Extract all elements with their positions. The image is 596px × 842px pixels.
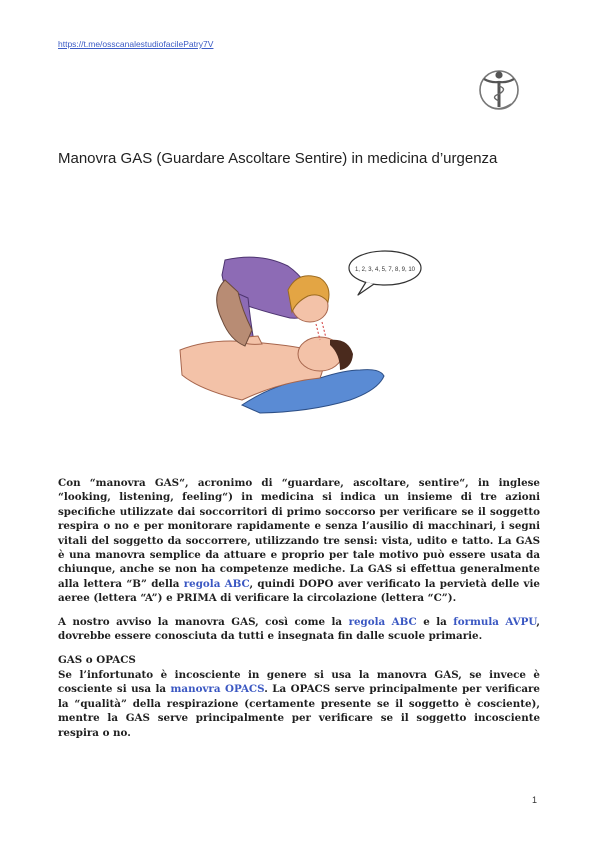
- paragraph-gas-opacs: Se l’infortunato è incosciente in genere si usa la manovra GAS, se invece è cosciente si usa la manovra OPACS. La OPACS serve principalmente per verificare la “qualità” della respirazione (certamente presente se il soggetto è cosciente), mentre la GAS serve principalmente per verificare se il soggetto incosciente respira o no.: [58, 668, 540, 739]
- page-title: Manovra GAS (Guardare Ascoltare Sentire) in medicina d’urgenza: [58, 150, 498, 167]
- telegram-link[interactable]: https://t.me/osscanalestudiofacilePatry7V: [58, 39, 214, 49]
- section-heading: GAS o OPACS: [58, 654, 136, 667]
- body-text: [58, 476, 540, 740]
- logo-icon: [478, 66, 522, 112]
- link-regola-abc[interactable]: regola ABC: [183, 577, 250, 590]
- bubble-text: 1, 2, 3, 4, 5, 7, 8, 9, 10: [354, 267, 416, 273]
- link-manovra-opacs[interactable]: manovra OPACS: [170, 683, 265, 696]
- link-regola-abc-2[interactable]: regola ABC: [348, 615, 417, 628]
- paragraph-opinion: A nostro avviso la manovra GAS, così come la regola ABC e la formula AVPU, dovrebbe essere conosciuta da tutti e insegnata fin dalle scuole primarie.: [58, 615, 541, 643]
- page-number: 1: [532, 795, 538, 805]
- cpr-illustration: [170, 250, 438, 415]
- speech-bubble: [349, 251, 421, 295]
- paragraph-intro: Con “manovra GAS“, acronimo di “guardare, ascoltare, sentire“, in inglese “looking, listening, feeling“) in medicina si indica un insieme di tre azioni specifiche utilizzate dai soccorritori di primo soccorso per verificare se il soggetto respira o no e per monitorare rapidamente e senza l’ausilio di macchinari, i segni vitali del soggetto da soccorrere, utilizzando tre sensi: vista, udito e tatto. La GAS è una manovra semplice da attuare e proprio per tale motivo può essere usata da chiunque, anche se non ha competenze mediche. La GAS si effettua generalmente alla lettera “B” della regola ABC, quindi DOPO aver verificato la pervietà delle vie aeree (lettera “A”) e PRIMA di verificare la circolazione (lettera “C”).: [58, 477, 540, 605]
- link-formula-avpu[interactable]: formula AVPU: [453, 615, 537, 628]
